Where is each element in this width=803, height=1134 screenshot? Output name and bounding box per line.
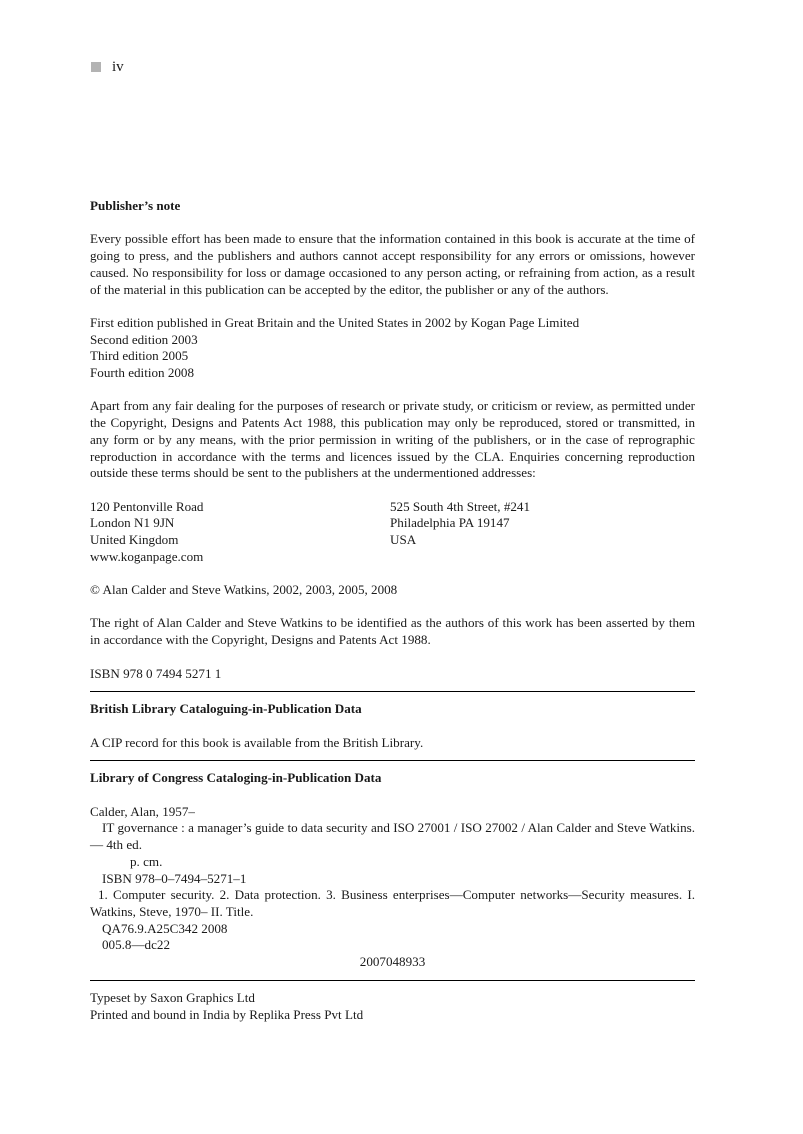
publishers-note-body: Every possible effort has been made to ensure that the information contained in this book is accurate at the time of going to press, and the publishers and authors cannot accept responsibility for any errors or omissions, however caused. No responsibility for loss or damage occasioned to any person acting, or refraining from action, as a result of the material in this publication can be accepted by the editor, the publisher or any of the authors.	[90, 231, 695, 297]
printer-line: Printed and bound in India by Replika Press Pvt Ltd	[90, 1006, 364, 1022]
library-of-congress-block	[90, 770, 695, 970]
cip-author: Calder, Alan, 1957–	[90, 803, 195, 819]
us-address-line: Philadelphia PA 19147	[390, 515, 510, 531]
copyright-line: © Alan Calder and Steve Watkins, 2002, 2003, 2005, 2008	[90, 582, 398, 598]
page-marker	[91, 58, 124, 76]
typesetter-line: Typeset by Saxon Graphics Ltd	[90, 989, 255, 1005]
edition-line: Fourth edition 2008	[90, 365, 195, 380]
edition-line: First edition published in Great Britain and the United States in 2002 by Kogan Page Limited	[90, 314, 580, 330]
edition-line: Third edition 2005	[90, 348, 189, 364]
cip-title: IT governance : a manager’s guide to data security and ISO 27001 / ISO 27002 / Alan Calder and Steve Watkins. — 4th ed.	[90, 820, 695, 853]
publisher-website: www.koganpage.com	[90, 548, 204, 564]
publishers-note-heading: Publisher’s note	[90, 198, 181, 213]
uk-address-line: United Kingdom	[90, 532, 179, 547]
editions-list	[90, 315, 695, 382]
cip-isbn: ISBN 978–0–7494–5271–1	[102, 870, 247, 886]
cip-subjects: 1. Computer security. 2. Data protection. 3. Business enterprises—Computer networks—Security measures. I. Watkins, Steve, 1970– II. Title.	[90, 887, 695, 919]
library-of-congress-heading: Library of Congress Cataloging-in-Publication Data	[90, 770, 382, 786]
copyright-notice: Apart from any fair dealing for the purposes of research or private study, or criticism or review, as permitted under the Copyright, Designs and Patents Act 1988, this publication may only be reproduced, stored or transmitted, in any form or by any means, with the prior permission in writing of the publishers, or in the case of reprographic reproduction in accordance with the terms and licences issued by the CLA. Enquiries concerning reproduction outside these terms should be sent to the publishers at the undermentioned addresses:	[90, 398, 695, 481]
edition-line: Second edition 2003	[90, 331, 198, 347]
cip-pages: p. cm.	[130, 853, 163, 869]
us-address-line: 525 South 4th Street, #241	[390, 498, 531, 514]
copyright-page	[90, 198, 695, 1023]
uk-address-line: London N1 9JN	[90, 515, 175, 531]
us-address	[390, 499, 695, 566]
british-library-text: A CIP record for this book is available from the British Library.	[90, 734, 424, 750]
british-library-heading: British Library Cataloguing-in-Publication Data	[90, 701, 362, 717]
cip-dewey: 005.8—dc22	[102, 937, 171, 953]
publisher-addresses	[90, 499, 695, 566]
uk-address	[90, 499, 390, 566]
page-number: iv	[112, 59, 124, 75]
isbn: ISBN 978 0 7494 5271 1	[90, 665, 222, 681]
cip-control-number: 2007048933	[359, 954, 426, 970]
us-address-line: USA	[390, 532, 417, 547]
cip-lc-class: QA76.9.A25C342 2008	[102, 920, 228, 936]
page-marker-square-icon	[91, 62, 101, 72]
moral-rights-statement: The right of Alan Calder and Steve Watkins to be identified as the authors of this work has been asserted by them in accordance with the Copyright, Designs and Patents Act 1988.	[90, 615, 695, 648]
uk-address-line: 120 Pentonville Road	[90, 498, 204, 514]
colophon	[90, 990, 695, 1023]
